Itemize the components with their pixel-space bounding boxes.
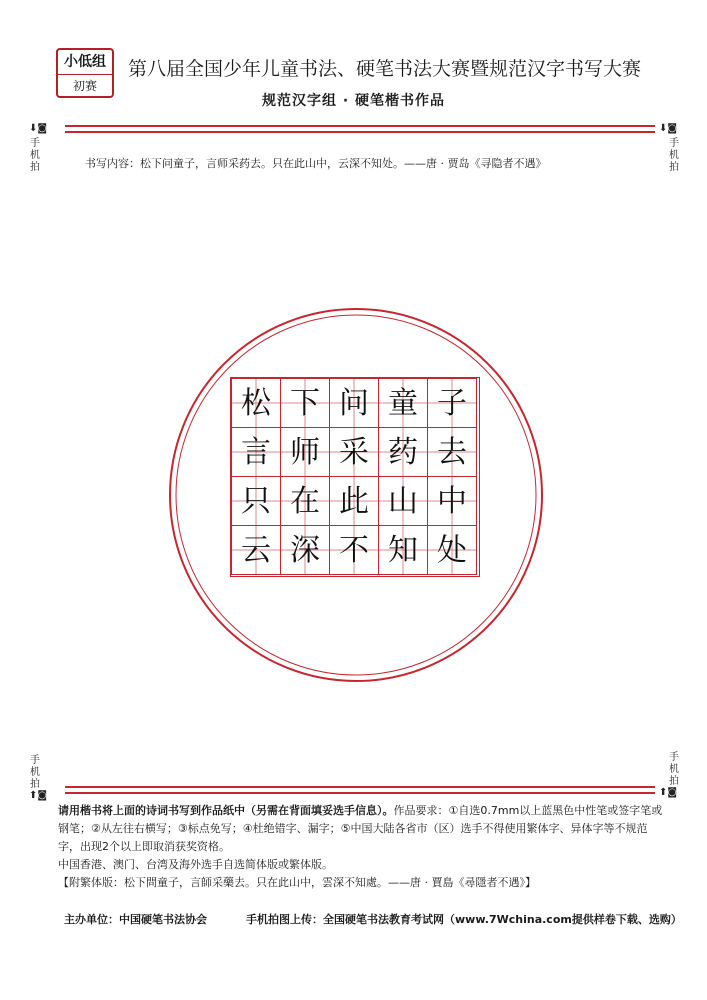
grid-char: 下: [290, 386, 320, 421]
writing-grid: [230, 377, 480, 577]
grid-char: 言: [241, 435, 271, 470]
page-subtitle: 规范汉字组 · 硬笔楷书作品: [261, 93, 446, 109]
grid-cell: [329, 427, 379, 477]
grid-char: 药: [388, 435, 418, 470]
grid-char: 处: [437, 533, 467, 568]
grid-cell: [280, 427, 330, 477]
grid-cell: [378, 476, 428, 526]
instructions-block: [58, 802, 668, 892]
grid-char: 松: [241, 386, 271, 421]
instructions-requirements: 作品要求：①自选0.7mm以上蓝黑色中性笔或签字笔或钢笔；②从左往右横写；③标点免写；④杜绝错字、漏字；⑤中国大陆各省市（区）选手不得使用繁体字、异体字等不规范字，出现2个以上即取消获奖资格。: [58, 804, 663, 853]
grid-cell: [280, 378, 330, 428]
grid-cell: [427, 427, 477, 477]
grid-cell: [231, 476, 281, 526]
grid-char: 不: [339, 533, 369, 568]
upload-text: 手机拍图上传：全国硬笔书法教育考试网（www.7Wchina.com提供样卷下载、选购）: [246, 913, 682, 926]
camera-upload-icon-right-bottom: ⬆◙: [659, 787, 678, 798]
grid-char: 云: [241, 533, 271, 568]
grid-char: 问: [339, 386, 369, 421]
grid-char: 山: [388, 484, 418, 519]
grid-cell: [427, 378, 477, 428]
page-title: 第八届全国少年儿童书法、硬笔书法大赛暨规范汉字书写大赛: [128, 58, 642, 80]
top-rule-2: [65, 131, 655, 133]
grid-char: 只: [241, 484, 271, 519]
round-label: 初赛: [72, 79, 97, 93]
grid-char: 师: [290, 435, 320, 470]
grid-char: 子: [437, 386, 467, 421]
organizer-text: 主办单位：中国硬笔书法协会: [64, 913, 207, 926]
instructions-lead: 请用楷书将上面的诗词书写到作品纸中（另需在背面填妥选手信息）。: [58, 804, 394, 817]
grid-cell: [280, 525, 330, 575]
grid-char: 在: [290, 484, 320, 519]
grid-cell: [231, 525, 281, 575]
grid-cell: [231, 378, 281, 428]
camera-download-icon-left-top: ⬇◙: [29, 123, 48, 134]
bottom-rule-1: [65, 786, 655, 788]
side-label-left-top: 手 机 拍: [30, 138, 40, 173]
instructions-para: [58, 802, 668, 856]
grid-cell: [378, 427, 428, 477]
camera-upload-icon-left-bottom: ⬆◙: [29, 790, 48, 801]
grid-cell: [329, 525, 379, 575]
grid-cell: [329, 476, 379, 526]
bottom-rule-2: [65, 792, 655, 794]
grid-char: 此: [339, 484, 369, 519]
group-label: 小低组: [58, 50, 112, 75]
grid-char: 知: [388, 533, 418, 568]
grid-char: 童: [388, 386, 418, 421]
side-label-right-bottom: 手 机 拍: [669, 752, 679, 787]
grid-cell: [231, 427, 281, 477]
instructions-traditional-line: 【附繁体版：松下問童子，言師采藥去。只在此山中，雲深不知處。——唐 · 賈島《尋隱者不遇》】: [58, 876, 536, 889]
grid-char: 采: [339, 435, 369, 470]
side-label-left-bottom: 手 机 拍: [30, 755, 40, 790]
instructions-hk-line: 中国香港、澳门、台湾及海外选手自选简体版或繁体版。: [58, 858, 333, 871]
grid-cell: [378, 525, 428, 575]
grid-cell: [280, 476, 330, 526]
grid-cell: [329, 378, 379, 428]
grid-char: 深: [290, 533, 320, 568]
grid-char: 中: [437, 484, 467, 519]
writing-content: 书写内容：松下问童子，言师采药去。只在此山中，云深不知处。——唐 · 贾岛《寻隐者不遇》: [85, 157, 547, 170]
camera-download-icon-right-top: ⬇◙: [659, 123, 678, 134]
grid-char: 去: [437, 435, 467, 470]
grid-cell: [378, 378, 428, 428]
grid-cell: [427, 525, 477, 575]
grid-cell: [427, 476, 477, 526]
top-rule-1: [65, 125, 655, 127]
side-label-right-top: 手 机 拍: [669, 138, 679, 173]
